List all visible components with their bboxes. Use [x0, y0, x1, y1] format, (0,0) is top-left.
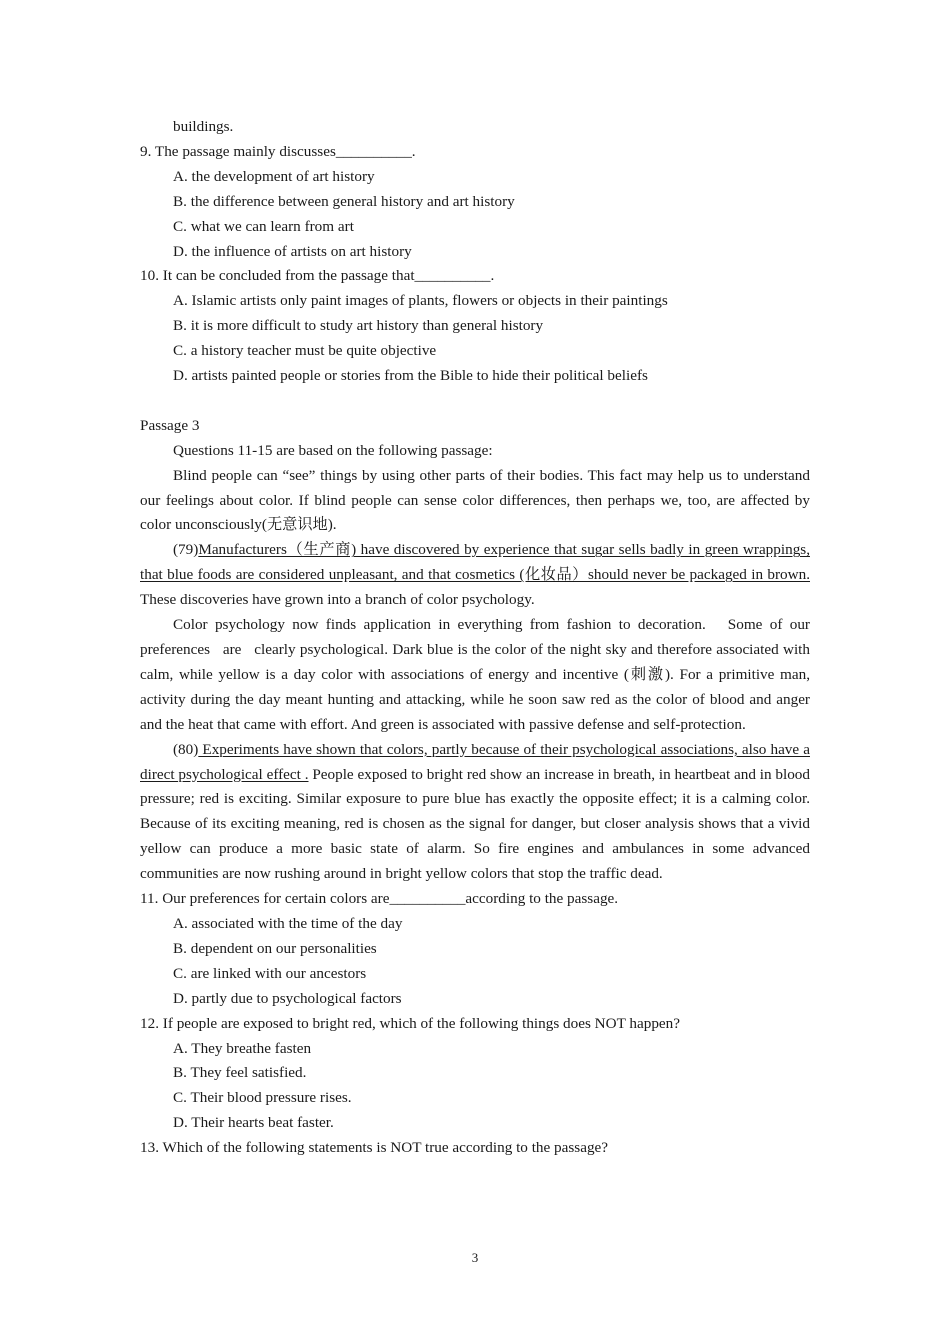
question-9 — [140, 140, 810, 265]
question-13 — [140, 1136, 810, 1161]
paragraph-2 — [140, 538, 810, 613]
paragraph-4-rest: People exposed to bright red show an increase in breath, in heartbeat and in blood pressure; red is exciting. Similar exposure to pure blue has exactly the opposite effect; it is a calming color. Because of its exciting meaning, red is chosen as the signal for danger, but closer analysis shows that a vivid yellow can produce a more basic state of alarm. So fire engines and ambulances in some advanced communities are now rushing around in bright yellow colors that stop the traffic dead. — [140, 765, 810, 883]
option-d: D. the influence of artists on art history — [173, 242, 412, 260]
question-11 — [140, 887, 810, 1012]
paragraph-4 — [140, 738, 810, 887]
option-c: C. are linked with our ancestors — [173, 964, 367, 982]
question-stem: 10. It can be concluded from the passage that__________. — [140, 267, 495, 285]
page-number: 3 — [471, 1250, 479, 1265]
option-a: A. the development of art history — [173, 167, 375, 185]
option-d: D. artists painted people or stories from the Bible to hide their political beliefs — [173, 367, 648, 385]
option-d: D. Their hearts beat faster. — [173, 1114, 334, 1132]
option-a: A. Islamic artists only paint images of plants, flowers or objects in their paintings — [173, 292, 668, 310]
passage-heading: Passage 3 — [140, 416, 200, 434]
question-12 — [140, 1012, 810, 1137]
spacer — [140, 389, 810, 414]
option-b: B. dependent on our personalities — [173, 939, 377, 957]
question-stem: 9. The passage mainly discusses__________. — [140, 142, 416, 160]
paragraph-1: Blind people can “see” things by using other parts of their bodies. This fact may help us to understand our feelings about color. If blind people can sense color differences, then perhaps we, too, are affected by color unconsciously(无意识地). — [140, 466, 810, 534]
option-c: C. Their blood pressure rises. — [173, 1089, 352, 1107]
paragraph-3: Color psychology now finds application in everything from fashion to decoration. Some of our preferences are clearly psychological. Dark blue is the color of the night sky and therefore associated with calm, while yellow is a day color with associations of energy and incentive (刺激). For a primitive man, activity during the day meant hunting and attacking, while he soon saw red as the color of blood and anger and the heat that came with effort. And green is associated with passive defense and self-protection. — [140, 616, 810, 733]
option-b: B. it is more difficult to study art history than general history — [173, 317, 544, 335]
sentence-label-79: (79) — [173, 541, 199, 559]
passage-intro: Questions 11-15 are based on the following passage: — [173, 441, 493, 459]
question-stem: 13. Which of the following statements is NOT true according to the passage? — [140, 1139, 609, 1157]
option-a: A. associated with the time of the day — [173, 914, 403, 932]
option-a: A. They breathe fasten — [173, 1039, 312, 1057]
paragraph-2-rest: These discoveries have grown into a branch of color psychology. — [140, 591, 535, 609]
passage-3 — [140, 414, 810, 887]
question-stem: 12. If people are exposed to bright red, which of the following things does NOT happen? — [140, 1014, 681, 1032]
document-body — [140, 115, 810, 1161]
sentence-label-80: (80) — [173, 740, 199, 758]
option-b: B. the difference between general history and art history — [173, 192, 515, 210]
question-10 — [140, 264, 810, 389]
option-d: D. partly due to psychological factors — [173, 989, 402, 1007]
continuation-text: buildings. — [173, 118, 234, 135]
underlined-sentence-79: Manufacturers（生产商) have discovered by experience that sugar sells badly in green wrappings, that blue foods are considered unpleasant, and that cosmetics (化妆品）should never be packaged in brown. — [140, 541, 810, 584]
underlined-sentence-80: Experiments have shown that colors, partly because of their psychological associations, also have a direct psychological effect . — [140, 740, 810, 783]
question-stem: 11. Our preferences for certain colors are__________according to the passage. — [140, 890, 619, 908]
option-b: B. They feel satisfied. — [173, 1064, 307, 1082]
option-c: C. what we can learn from art — [173, 217, 354, 235]
option-c: C. a history teacher must be quite objective — [173, 342, 437, 360]
